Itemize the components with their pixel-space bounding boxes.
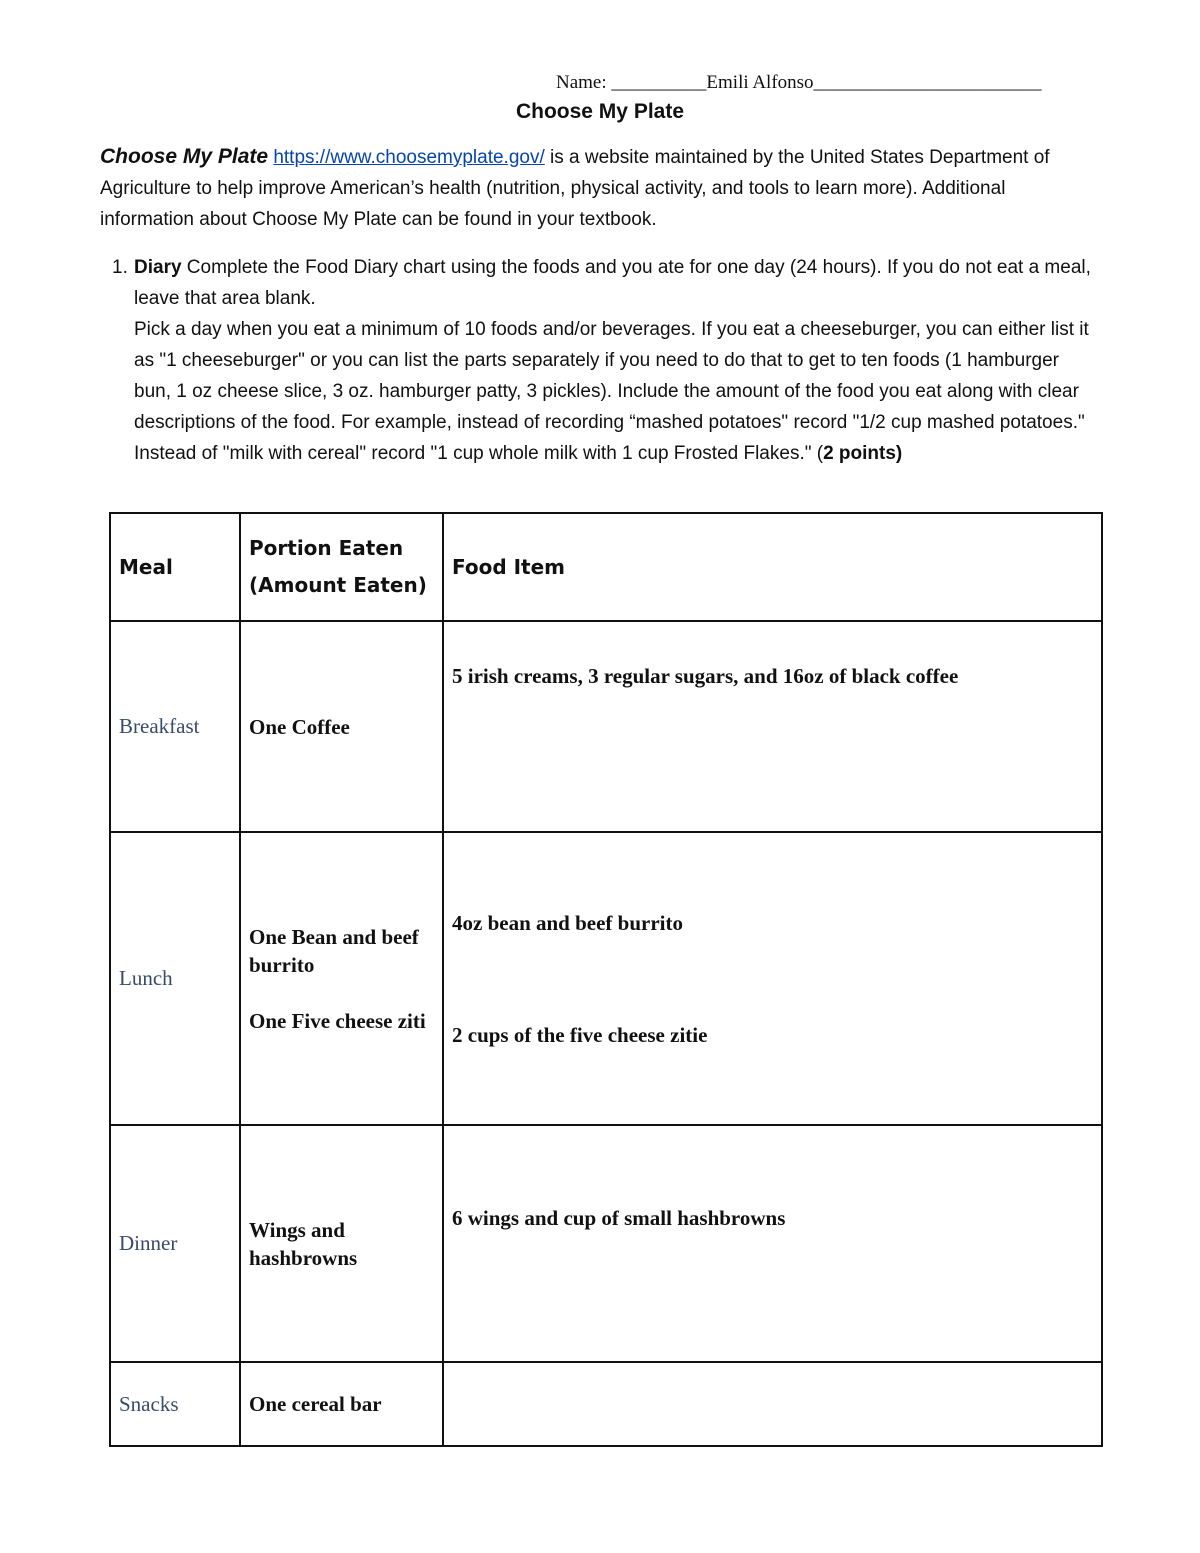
food-cell[interactable] — [443, 621, 1102, 832]
intro-paragraph — [100, 141, 1100, 235]
intro-site-name: Choose My Plate — [100, 145, 269, 168]
question-number: 1. — [112, 257, 128, 278]
table-row-dinner — [110, 1125, 1102, 1362]
header-meal: Meal — [110, 513, 240, 621]
food-text: 2 cups of the five cheese zitie — [452, 1022, 708, 1047]
food-cell[interactable] — [443, 1362, 1102, 1446]
meal-cell: Lunch — [110, 832, 240, 1125]
question-body — [134, 252, 1100, 469]
portion-text: One Bean and beef burrito — [249, 924, 419, 977]
question-points: 2 points) — [823, 443, 903, 464]
food-text: 4oz bean and beef burrito — [452, 910, 683, 935]
table-row-lunch — [110, 832, 1102, 1125]
food-text: 6 wings and cup of small hashbrowns — [452, 1206, 786, 1230]
header-portion-line-1: Portion Eaten — [249, 536, 404, 560]
portion-cell[interactable] — [240, 1362, 443, 1446]
name-line — [556, 72, 1042, 94]
question-1 — [100, 252, 1100, 469]
meal-cell: Snacks — [110, 1362, 240, 1446]
header-food-item: Food Item — [443, 513, 1102, 621]
header-portion — [240, 513, 443, 621]
question-text-1: Complete the Food Diary chart using the foods and you ate for one day (24 hours). If you do not eat a meal, leave that area blank. — [134, 257, 1091, 309]
portion-text: One Coffee — [249, 714, 350, 739]
table-row-snacks — [110, 1362, 1102, 1446]
food-cell[interactable] — [443, 832, 1102, 1125]
food-diary-table — [109, 512, 1103, 1447]
meal-cell: Dinner — [110, 1125, 240, 1362]
name-value: _Emili Alfonso________________________ — [696, 72, 1042, 93]
intro-text: is a website maintained by the United States Department of Agriculture to help improve American’s health (nutrition, physical activity, and tools to learn more). Additional information about Choose My Plate can be found in your textbook. — [100, 147, 1050, 230]
table-row-breakfast — [110, 621, 1102, 832]
table-header-row — [110, 513, 1102, 621]
portion-cell[interactable] — [240, 1125, 443, 1362]
portion-text: One Five cheese ziti — [249, 1008, 426, 1033]
question-heading: Diary — [134, 257, 182, 278]
choosemyplate-link[interactable]: https://www.choosemyplate.gov/ — [273, 147, 545, 168]
food-text: 5 irish creams, 3 regular sugars, and 16oz of black coffee — [452, 664, 959, 688]
page-title: Choose My Plate — [515, 100, 685, 123]
portion-cell[interactable] — [240, 621, 443, 832]
meal-cell: Breakfast — [110, 621, 240, 832]
name-label: Name: _________ — [556, 72, 697, 93]
portion-text: Wings and hashbrowns — [249, 1217, 358, 1270]
portion-text: One cereal bar — [249, 1392, 382, 1416]
question-text-2: Pick a day when you eat a minimum of 10 foods and/or beverages. If you eat a cheeseburger, you can either list it as "1 cheeseburger" or you can list the parts separately if you need to do that to get to ten foods (1 hamburger bun, 1 oz cheese slice, 3 oz. hamburger patty, 3 pickles). Include the amount of the food you eat along with clear descriptions of the food. For example, instead of recording “mashed potatoes" record "1/2 cup mashed potatoes." Instead of "milk with cereal" record "1 cup whole milk with 1 cup Frosted Flakes." ( — [134, 319, 1089, 464]
portion-cell[interactable] — [240, 832, 443, 1125]
food-cell[interactable] — [443, 1125, 1102, 1362]
header-portion-line-2: (Amount Eaten) — [249, 573, 427, 597]
